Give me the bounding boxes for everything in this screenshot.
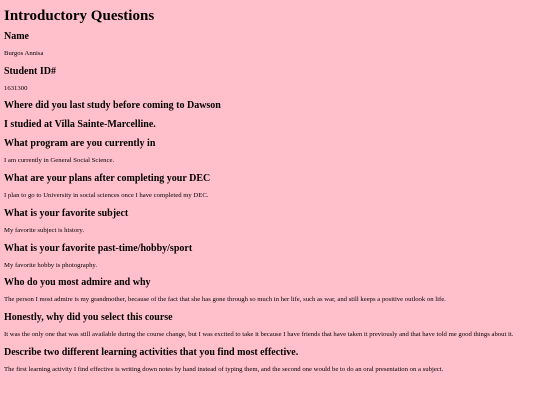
question-heading: What is your favorite past-time/hobby/sport [4,242,193,254]
question-block-student-id [4,67,536,93]
page-title: Introductory Questions [4,8,155,24]
question-heading: What are your plans after completing your DEC [4,173,211,185]
question-heading: What is your favorite subject [4,207,129,219]
question-heading: Describe two different learning activities that you find most effective. [4,346,299,358]
question-heading: Name [4,31,29,42]
question-block-why-course [4,313,536,339]
question-block-last-study [4,101,536,130]
question-heading: Where did you last study before coming to Dawson [4,100,221,112]
question-block-plans [4,174,536,200]
question-block-learning-activities [4,348,536,374]
answer-text: The first learning activity I find effective is writing down notes by hand instead of typing them, and the second one would be to do an oral presentation on a subject. [4,365,444,373]
question-block-program [4,139,536,165]
answer-text: I am currently in General Social Science. [4,157,115,165]
question-heading: Honestly, why did you select this course [4,311,173,323]
question-heading: Who do you most admire and why [4,277,151,289]
answer-text: It was the only one that was still available during the course change, but I was excited to take it because I have friends that have taken it previously and that have told me good things about it. [4,330,514,338]
answer-text: My favorite hobby is photography. [4,261,97,269]
question-heading: What program are you currently in [4,138,156,150]
answer-text: I plan to go to University in social sciences once I have completed my DEC. [4,192,209,200]
question-block-admire [4,278,536,304]
question-block-hobby [4,244,536,270]
question-block-name [4,32,536,58]
answer-text: The person I most admire is my grandmother, because of the fact that she has gone through so much in her life, such as war, and still keeps a positive outlook on life. [4,296,446,304]
question-heading: Student ID# [4,65,56,77]
question-block-favorite-subject [4,209,536,235]
answer-text: My favorite subject is history. [4,226,84,234]
answer-text: 1631300 [4,84,28,92]
answer-text: I studied at Villa Sainte-Marcelline. [4,119,156,131]
answer-text: Burgos Annisa [4,50,44,57]
